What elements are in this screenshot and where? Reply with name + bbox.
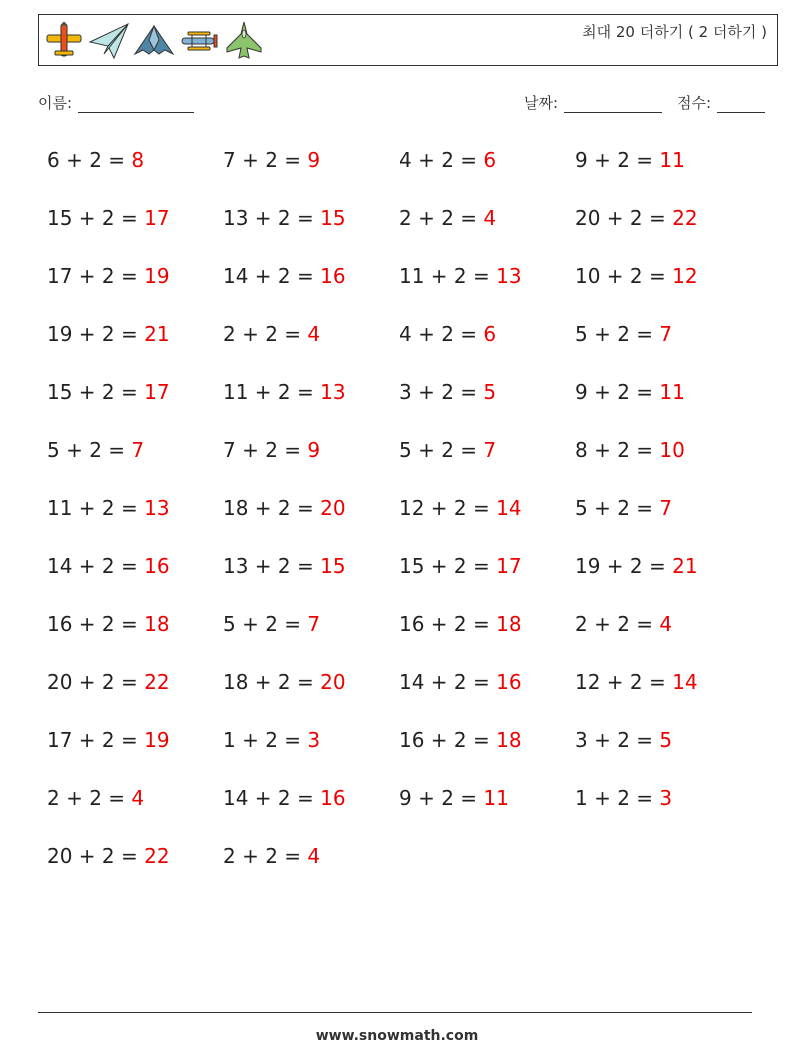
problem-item: [223, 200, 399, 258]
problem-item: [223, 432, 399, 490]
problem-item: [575, 548, 751, 606]
problem-answer: 16: [496, 670, 522, 694]
problem-answer: 4: [307, 322, 321, 346]
problem-answer: 15: [320, 206, 346, 230]
problem-row: [47, 780, 767, 838]
problem-item: [47, 838, 223, 896]
problem-question: 15 + 2 =: [47, 380, 145, 404]
problem-answer: 14: [496, 496, 522, 520]
score-label: 점수:: [677, 94, 712, 112]
propeller-plane-icon: [43, 20, 85, 62]
problem-question: 11 + 2 =: [399, 264, 497, 288]
problem-answer: 17: [496, 554, 522, 578]
problem-item: [223, 142, 399, 200]
problem-question: 2 + 2 =: [47, 786, 132, 810]
problem-question: 7 + 2 =: [223, 438, 308, 462]
problem-answer: 10: [659, 438, 685, 462]
problem-question: 19 + 2 =: [47, 322, 145, 346]
problem-item: [223, 838, 399, 896]
problem-item: [47, 490, 223, 548]
worksheet-header: [38, 14, 778, 66]
problem-answer: 20: [320, 670, 346, 694]
problem-question: 7 + 2 =: [223, 148, 308, 172]
problem-row: [47, 722, 767, 780]
problem-question: 15 + 2 =: [399, 554, 497, 578]
problem-row: [47, 838, 767, 896]
problem-row: [47, 374, 767, 432]
problem-answer: 4: [307, 844, 321, 868]
problem-item: [399, 722, 575, 780]
problem-item: [399, 316, 575, 374]
problem-answer: 3: [307, 728, 321, 752]
problem-question: 20 + 2 =: [47, 844, 145, 868]
problem-row: [47, 490, 767, 548]
problem-question: 2 + 2 =: [223, 322, 308, 346]
problem-answer: 22: [672, 206, 698, 230]
problem-answer: 12: [672, 264, 698, 288]
problem-item: [575, 200, 751, 258]
problem-row: [47, 258, 767, 316]
problem-question: 16 + 2 =: [399, 728, 497, 752]
problem-row: [47, 548, 767, 606]
problem-item: [399, 200, 575, 258]
problem-answer: 7: [659, 322, 673, 346]
problem-question: 8 + 2 =: [575, 438, 660, 462]
problem-question: 15 + 2 =: [47, 206, 145, 230]
problem-answer: 13: [144, 496, 170, 520]
problem-grid: [47, 142, 767, 896]
problem-answer: 13: [320, 380, 346, 404]
stealth-bomber-icon: [133, 20, 175, 62]
problem-row: [47, 606, 767, 664]
problem-item: [399, 490, 575, 548]
problem-item: [399, 780, 575, 838]
problem-question: 9 + 2 =: [575, 380, 660, 404]
problem-question: 2 + 2 =: [223, 844, 308, 868]
problem-answer: 7: [307, 612, 321, 636]
problem-question: 12 + 2 =: [575, 670, 673, 694]
problem-item: [575, 780, 751, 838]
problem-row: [47, 142, 767, 200]
problem-item: [399, 142, 575, 200]
problem-answer: 11: [659, 380, 685, 404]
problem-item: [223, 374, 399, 432]
problem-item: [399, 258, 575, 316]
problem-item: [575, 316, 751, 374]
problem-question: 20 + 2 =: [47, 670, 145, 694]
problem-item: [47, 606, 223, 664]
problem-item: [575, 374, 751, 432]
problem-question: 2 + 2 =: [399, 206, 484, 230]
problem-answer: 21: [672, 554, 698, 578]
problem-question: 11 + 2 =: [223, 380, 321, 404]
problem-answer: 5: [483, 380, 497, 404]
problem-question: 17 + 2 =: [47, 264, 145, 288]
problem-question: 20 + 2 =: [575, 206, 673, 230]
problem-answer: 20: [320, 496, 346, 520]
problem-answer: 19: [144, 264, 170, 288]
problem-item: [399, 432, 575, 490]
problem-item: [223, 722, 399, 780]
problem-answer: 15: [320, 554, 346, 578]
problem-item: [47, 316, 223, 374]
problem-question: 14 + 2 =: [47, 554, 145, 578]
problem-answer: 18: [144, 612, 170, 636]
problem-question: 3 + 2 =: [399, 380, 484, 404]
problem-question: 5 + 2 =: [399, 438, 484, 462]
problem-answer: 13: [496, 264, 522, 288]
problem-question: 9 + 2 =: [399, 786, 484, 810]
date-label: 날짜:: [524, 94, 559, 112]
problem-item: [223, 548, 399, 606]
problem-question: 5 + 2 =: [575, 322, 660, 346]
problem-item: [575, 490, 751, 548]
problem-item: [223, 258, 399, 316]
problem-row: [47, 664, 767, 722]
problem-answer: 6: [483, 148, 497, 172]
problem-question: 16 + 2 =: [399, 612, 497, 636]
problem-item: [47, 200, 223, 258]
problem-answer: 16: [320, 786, 346, 810]
problem-item: [47, 142, 223, 200]
problem-question: 18 + 2 =: [223, 496, 321, 520]
problem-item: [399, 548, 575, 606]
problem-answer: 21: [144, 322, 170, 346]
problem-item: [47, 374, 223, 432]
problem-answer: 18: [496, 612, 522, 636]
problem-answer: 17: [144, 380, 170, 404]
problem-question: 4 + 2 =: [399, 148, 484, 172]
problem-answer: 22: [144, 670, 170, 694]
problem-answer: 11: [483, 786, 509, 810]
footer-divider: [38, 1012, 752, 1013]
name-label: 이름:: [38, 94, 73, 112]
problem-question: 5 + 2 =: [223, 612, 308, 636]
problem-question: 10 + 2 =: [575, 264, 673, 288]
problem-question: 9 + 2 =: [575, 148, 660, 172]
problem-question: 16 + 2 =: [47, 612, 145, 636]
problem-question: 11 + 2 =: [47, 496, 145, 520]
problem-answer: 4: [131, 786, 145, 810]
problem-answer: 19: [144, 728, 170, 752]
problem-item: [399, 374, 575, 432]
date-line: [564, 96, 662, 113]
problem-answer: 4: [659, 612, 673, 636]
problem-answer: 7: [131, 438, 145, 462]
problem-answer: 22: [144, 844, 170, 868]
problem-question: 13 + 2 =: [223, 554, 321, 578]
problem-question: 14 + 2 =: [223, 786, 321, 810]
problem-question: 3 + 2 =: [575, 728, 660, 752]
problem-row: [47, 316, 767, 374]
problem-item: [399, 664, 575, 722]
problem-answer: 3: [659, 786, 673, 810]
problem-question: 14 + 2 =: [223, 264, 321, 288]
problem-answer: 14: [672, 670, 698, 694]
score-field: [677, 92, 765, 113]
paper-plane-icon: [88, 20, 130, 62]
problem-item: [47, 664, 223, 722]
problem-item: [47, 780, 223, 838]
problem-answer: 11: [659, 148, 685, 172]
problem-answer: 6: [483, 322, 497, 346]
problem-item: [47, 258, 223, 316]
name-field: [38, 92, 194, 113]
problem-answer: 16: [144, 554, 170, 578]
problem-answer: 7: [659, 496, 673, 520]
problem-answer: 7: [483, 438, 497, 462]
problem-answer: 9: [307, 148, 321, 172]
problem-item: [575, 664, 751, 722]
problem-question: 18 + 2 =: [223, 670, 321, 694]
problem-item: [399, 606, 575, 664]
problem-item: [575, 258, 751, 316]
problem-question: 5 + 2 =: [575, 496, 660, 520]
problem-question: 17 + 2 =: [47, 728, 145, 752]
problem-question: 12 + 2 =: [399, 496, 497, 520]
problem-question: 19 + 2 =: [575, 554, 673, 578]
problem-answer: 9: [307, 438, 321, 462]
problem-answer: 17: [144, 206, 170, 230]
problem-answer: 4: [483, 206, 497, 230]
worksheet-title: 최대 20 더하기 ( 2 더하기 ): [582, 23, 767, 41]
problem-item: [575, 606, 751, 664]
footer-url: www.snowmath.com: [315, 1028, 479, 1044]
problem-question: 4 + 2 =: [399, 322, 484, 346]
problem-question: 14 + 2 =: [399, 670, 497, 694]
problem-answer: 18: [496, 728, 522, 752]
problem-item: [575, 432, 751, 490]
problem-item: [223, 316, 399, 374]
problem-question: 13 + 2 =: [223, 206, 321, 230]
date-field: [524, 92, 662, 113]
problem-answer: 16: [320, 264, 346, 288]
problem-item: [47, 722, 223, 780]
problem-row: [47, 200, 767, 258]
problem-row: [47, 432, 767, 490]
problem-item: [47, 432, 223, 490]
problem-question: 1 + 2 =: [575, 786, 660, 810]
fighter-jet-icon: [223, 20, 265, 62]
problem-item: [223, 490, 399, 548]
problem-answer: 5: [659, 728, 673, 752]
score-line: [717, 96, 765, 113]
biplane-icon: [178, 20, 220, 62]
problem-question: 6 + 2 =: [47, 148, 132, 172]
problem-item: [223, 664, 399, 722]
problem-question: 5 + 2 =: [47, 438, 132, 462]
name-line: [78, 96, 194, 113]
problem-item: [47, 548, 223, 606]
problem-item: [223, 606, 399, 664]
problem-item: [575, 722, 751, 780]
problem-item: [575, 142, 751, 200]
problem-question: 1 + 2 =: [223, 728, 308, 752]
plane-icons: [43, 19, 265, 63]
problem-question: 2 + 2 =: [575, 612, 660, 636]
problem-answer: 8: [131, 148, 145, 172]
problem-item: [223, 780, 399, 838]
